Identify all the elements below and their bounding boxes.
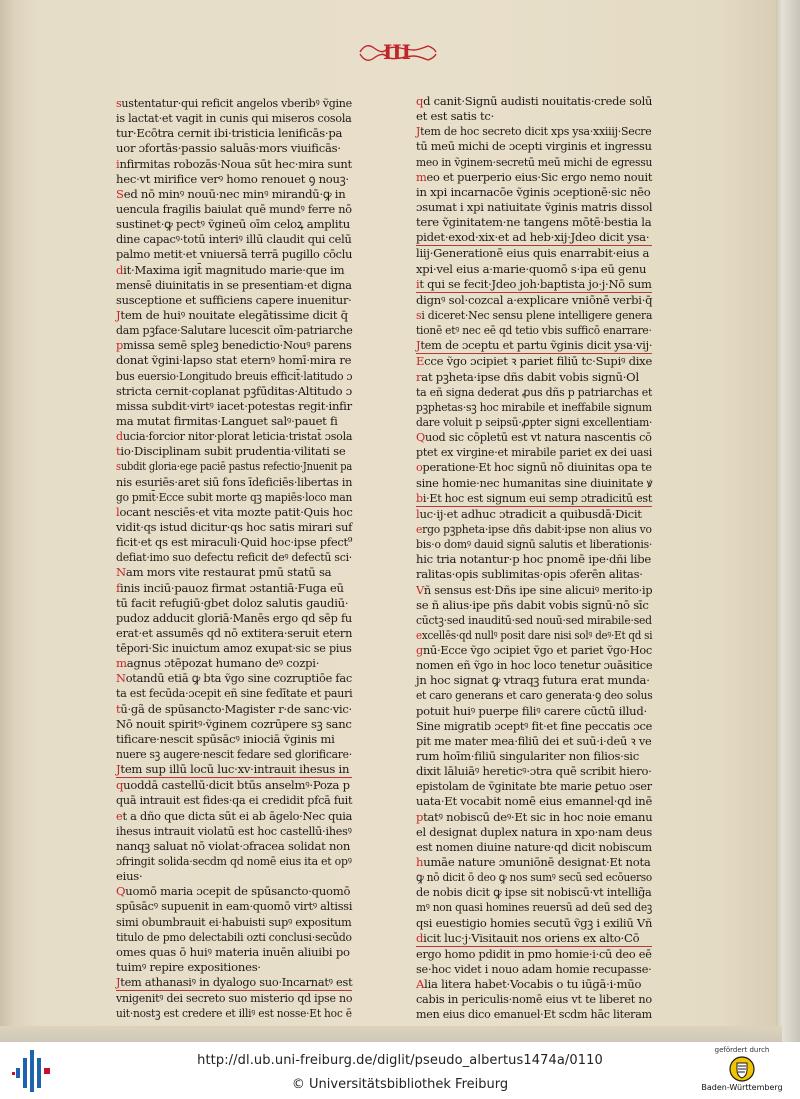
rubricated-initial: q [116,778,124,793]
text-line [416,430,652,445]
text-line: uor ɔfortās·passio saluās·mors viuificās· [116,141,341,156]
line-text: io·Disciplinam subit prudentia·vilitati se [120,444,346,459]
line-text: ū·gã de spūsancto·Magister r·de sanc·vic· [120,701,352,716]
line-text: tem de ɔceptu et partu ṽginis dicit ysa·vij· [420,338,653,353]
text-line [416,94,652,109]
text-line: dignꝰ sol·cozcal a·explicare vniōnē verbi·q̄ [416,292,653,307]
text-line: jn hoc signat ꝙ vtraqꝫ futura erat munda· [416,673,650,688]
line-text: tem athanasiꝰ in dyalogo suo·Incarnatꝰ est [120,975,353,990]
text-line [416,810,652,825]
rubricated-initial: f [116,580,121,595]
rubricated-initial: J [116,307,121,322]
line-text: cce ṽgo ɔcipiet ꝛ pariet filiū tc·Supiꝰ dixe [424,354,653,369]
rubricated-initial: i [416,276,420,291]
text-line: uata·Et vocabit nomē eius emannel·qd inē [416,794,653,809]
text-line: xpi·vel eius a·marie·quomō s·ipa eū genu [416,261,647,276]
text-line: ta est fecūda·ɔcepit eñ sine fedītate et pauri [116,686,353,701]
line-text: lia litera habet·Vocabis o tu iūgā·i·mūo [424,977,642,992]
line-text: ñ sensus est·Dñs ipe sine alicuiꝰ merito·ip [423,582,653,597]
rubricated-initial: s [116,96,122,110]
rubricated-initial: i [116,156,120,171]
rubricated-initial: t [116,701,121,716]
rubricated-initial: h [416,855,424,870]
text-line: ergo homo pdidit in pmo homie·i·cū deo eē [416,946,652,961]
text-line: nanqꝫ saluat nō violat·ɔfracea solidat non [116,838,351,853]
text-line: ɔfringit solida·secdm qd nomē eius ita et opꝰ [116,854,352,869]
text-line [416,338,652,354]
text-line: rum hoīm·filiū singulariter non filios·sic [416,749,639,764]
text-line: tionē etꝰ nec eē qd tetio vbis sufficō enarrare· [416,323,652,338]
text-line: ptet ex virgine·et mirabile pariet ex dei uasi [416,445,653,460]
text-line [416,628,652,643]
line-text: uomō maria ɔcepit de spūsancto·quomō [125,884,351,899]
text-line [116,459,352,474]
rubricated-initial: q [416,94,424,108]
line-text: t qui se fecit·Jdeo joh·baptista jo·j·Nō sum [419,276,652,291]
text-line: se·hoc videt i nouo adam homie recupasse· [416,962,652,977]
text-line: susceptione et sufficiens capere inuenitur· [116,292,352,307]
text-line [116,157,352,172]
text-line [116,671,352,686]
text-line: tur·Ecōtra cernit ibi·tristicia lenificās·pa [116,126,343,141]
text-line: eius· [116,869,143,884]
text-line [416,124,652,139]
text-line: Sine migratib ɔceptꝰ fit·et fine peccatis ɔce [416,718,653,733]
rubricated-initial: g [416,643,423,658]
line-text: inis inciū·pauoz firmat ɔstantiā·Fuga eū [120,580,344,595]
text-line [116,702,352,717]
text-line: dine capacꝰ·totū interiꝰ illū claudit qui celū [116,232,352,247]
text-column-left [116,96,352,1022]
line-text: i diceret·Nec sensu plene intelligere genera [421,307,653,322]
text-line [416,460,652,475]
rubricated-initial: d [116,429,123,444]
line-text: otandū etiā ꝙ bta ṽgo sine cozruptiōe fac [125,671,353,686]
text-line: hic tria notantur·p hoc pnomē ipe·dñi libe [416,552,651,567]
text-line: nuere sꝫ augere·nescit fedare sed glorificare· [116,747,352,762]
text-line: et caro generans et caro generata·ꝯ deo solus [416,688,653,703]
text-line [116,429,352,444]
page-bottom-edge [0,1026,782,1042]
sponsor-badge[interactable] [694,1046,790,1096]
rubricated-initial: b [416,490,423,505]
text-line: in xpi incarnacōe ṽginis ɔceptionē·sic nēo [416,184,651,199]
rubricated-initial: N [116,565,126,580]
text-line: ꝙ nō dicit ō deo ꝙ nos sumꝰ secū sed ecōuerso [416,870,653,885]
text-line: pꝫphetas·sꝫ hoc mirabile et ineffabile signum [416,399,652,414]
text-line: dam pꝫface·Salutare lucescit oīm·patriarche [116,323,353,338]
rubricated-initial: J [416,124,421,139]
text-line [416,855,652,870]
baden-wuerttemberg-seal-icon [729,1056,755,1082]
rubricated-initial: S [116,186,124,201]
text-line: meo in ṽginem·secretū meū michi de egressu [416,154,653,169]
line-text: tem de huiꝰ nouitate elegātissime dicit q̄ [120,307,348,322]
line-text: nfirmitas robozās·Noua sūt hec·mira sunt [119,156,352,171]
line-text: t a dño que dicta sūt ei ab āgelo·Nec quia [122,808,353,823]
text-line: tere ṽginitatem·ne tangens mōtē·bestia la [416,215,652,230]
sponsor-name: Baden-Württemberg [701,1083,783,1092]
text-line: se ñ alius·ipe pñs dabit vobis signū·nō sīc [416,597,649,612]
line-text: d canit·Signū audisti nouitatis·crede solū [423,94,653,108]
line-text: ed nō minꝰ nouū·nec minꝰ mirandū·ꝙ in [123,186,346,201]
document-url[interactable]: http://dl.ub.uni-freiburg.de/diglit/pseudo_albertus1474a/0110 [197,1053,603,1068]
rubricated-initial: l [416,506,420,521]
text-line: vidit·qs istud dicitur·qs hoc satis mirari suf [116,519,353,534]
text-line: el designat duplex natura in xpo·nam deus [416,824,653,839]
rubricated-initial: d [116,262,124,277]
text-line [416,977,652,992]
text-line: men eius dico emanuel·Et scdm hāc literam [416,1007,652,1022]
line-text: umāe nature ɔmuniōnē designat·Et nota [423,855,651,870]
text-line: ficit·et qs est miraculi·Quid hoc·ipse pfect⁹ [116,535,353,550]
rubricated-initial: s [116,459,121,474]
line-text: it·Maxima igit̄ magnitudo marie·que im [123,262,345,277]
text-line: tū facit refugiū·gbet doloz salutis gaudiū· [116,595,349,610]
folio-numeral: III [382,40,412,64]
text-line: pidet·exod·xix·et ad heb·xij·Jdeo dicit ysa· [416,230,652,246]
line-text: icit luc·j·Visitauit nos oriens ex alto·Cō [423,930,640,945]
text-line: tēpori·Sic inuictum amoz exupat·sic se pius [116,641,352,656]
text-line: spūsācꝰ supuenit in eam·quomō virtꝰ altissi [116,899,353,914]
text-line [116,187,352,202]
text-line [416,583,652,598]
line-text: nū·Ecce ṽgo ɔcipiet ṽgo et pariet ṽgo·Hoc [422,643,653,658]
text-line [416,931,652,947]
text-line: ihesus intrauit violatū est hoc castellū·ihesꝰ [116,823,352,838]
copyright-notice: © Universitätsbibliothek Freiburg [291,1077,509,1092]
text-line: quā intrauit est fides·qa ei credidit pfcā fuit [116,793,353,808]
text-line [116,884,352,899]
rubricated-initial: Q [116,884,126,899]
line-text: tatꝰ nobiscū deꝰ·Et sic in hoc noie emanu [423,809,653,824]
text-line: qsi euestigio homies secutū ṽgꝫ i exiliū Vñ [416,915,653,930]
text-line [116,581,352,596]
text-line: cabis in periculis·nomē eius vt te liberet no [416,992,652,1007]
text-column-right [416,94,652,1023]
rubricated-initial: l [116,504,120,519]
text-line [116,308,352,323]
line-text: at pꝫheta·ipse dñs dabit vobis signū·Ol [421,369,639,384]
rubricated-initial: J [416,338,421,353]
line-text: ubdit gloria·ege paciē pastus refectio·Jnuenit pa [120,459,353,474]
folio-number [356,38,438,66]
line-text: am mors vite restaurat pmū statū sa [125,565,332,580]
rubricated-initial: m [416,169,427,184]
text-line [116,809,352,824]
text-line [116,96,352,111]
text-line: cūctꝫ·sed inauditū·sed nouū·sed mirabile·sed [416,612,652,627]
text-line: vnigenitꝰ dei secreto suo misterio qd ipse no [116,991,353,1006]
text-line: liij·Generationē eius quis enarrabit·eius a [416,246,650,261]
rubricated-initial: e [416,627,422,642]
line-text: agnus ɔtēpozat humano deꝰ cozpi· [126,656,320,671]
text-line [416,277,652,293]
text-line: donat ṽgini·lapso stat eternꝰ homī·mira re [116,353,352,368]
rubricated-initial: o [416,460,423,475]
page-edge [776,0,800,1042]
text-line: uencula fragilis baiulat quē mundꝰ ferre nō [116,201,352,216]
text-line: omes quas ō huiꝰ materia inuēn aliuibi po [116,944,350,959]
text-line [116,263,352,278]
text-line: missa subdit·virtꝰ iacet·potestas regit·infir [116,398,352,413]
rubricated-initial: e [416,521,423,536]
text-line: de nobis dicit ꝙ ipse sit nobiscū·vt intellig̃a [416,885,652,900]
text-line [116,778,352,793]
text-line: ta eñ signa dederat ꝓus dñs p patriarchas et [416,384,653,399]
text-line: ralitas·opis sublimitas·opis ɔferēn alitas· [416,567,643,582]
rubricated-initial: V [416,582,424,597]
rubricated-initial: d [416,930,424,945]
line-text: uoddā castellū·dicit btūs anselmꝰ·Poza p [123,778,350,793]
text-line: bis·o domꝰ dauid signū salutis et liberationis· [416,537,653,552]
rubricated-initial: s [416,307,422,322]
text-line: mensē diuinitatis in se presentiam·et digna [116,277,352,292]
text-line: sine homie·nec humanitas sine diuinitate ꝟ [416,475,653,490]
text-line: Nō nouit spiritꝰ·ṽginem cozrūpere sꝫ sanc [116,716,352,731]
rubricated-initial: J [116,975,121,990]
text-line [416,354,652,369]
line-text: ocant nesciēs·et vita mozte patit·Quis hoc [119,504,353,519]
text-line [416,643,652,658]
line-text: i·Et hoc est signum eui semp ɔtradicitū est [422,490,653,505]
line-text: peratione·Et hoc signū nō diuinitas opa te [422,460,652,475]
rubricated-initial: A [416,977,425,992]
text-line: nomen eñ ṽgo in hoc loco tenetur ɔuāsitice [416,658,653,673]
text-line: uit·nostꝫ est credere et illiꝰ est nosse·Et hoc ē [116,1006,352,1021]
sponsor-caption: gefördert durch [714,1046,770,1054]
text-line: et est satis tc· [416,109,495,124]
text-line: est nomen diuine nature·qd dicit nobiscum [416,839,652,854]
text-line [116,975,352,991]
text-line: defiat·imo suo defectu reficit deꝰ defectū sci· [116,550,353,565]
rubricated-initial: p [116,338,124,353]
text-line [116,762,352,778]
text-line: simi obumbrauit ei·habuisti supꝰ expositum [116,914,352,929]
rubricated-initial: m [116,656,127,671]
text-line: titulo de pmo delectabili ozti conclusi·secūdo [116,929,352,944]
text-line [416,507,652,522]
text-line: pit me mater mea·filiū dei et suū·i·deū ꝛ ve [416,733,652,748]
text-line: nis esuriēs·aret siū fons īdeficiēs·libertas in [116,474,353,489]
text-line: erat·et assumēs qd nō extitera·seruit etern [116,625,353,640]
text-line: tificare·nescit spūsācꝰ iniociā ṽginis mi [116,731,335,746]
text-line: epistolam de ṽginitate bte marie ꝑetuo ɔser [416,779,652,794]
rubricated-initial: r [416,369,422,384]
rubricated-initial: J [116,762,121,777]
text-line: palmo metit·et vniuersā terrā pugillo cōclu [116,247,353,262]
text-line [116,338,352,353]
text-line [416,370,652,385]
text-line: bus euersio·Longitudo breuis efficit̄·latitudo ɔ [116,368,353,383]
text-line [116,656,352,671]
text-line: mꝰ non quasi homines reuersū ad deū sed deꝫ [416,900,653,915]
text-line: go pmit̄·Ecce subit morte qꝫ mapiēs·loco man [116,489,353,504]
text-line: sustinet·ꝙ pectꝰ ṽgineū oīm celoꝝ amplitu [116,217,350,232]
line-text: eo et puerperio eius·Sic ergo nemo nouit [426,169,653,184]
text-line [416,170,652,185]
text-line: ma mutat firmitas·Languet salꝰ·pauet fi [116,413,338,428]
line-text: ustentatur·qui reficit angelos vberibꝰ ṽgine [121,96,352,110]
text-line [416,308,652,323]
text-line: dixit lāluiāꝰ hereticꝰ·ɔtra quē scribit hiero· [416,764,652,779]
text-line [116,565,352,580]
line-text: uod sic cōpletū est vt natura nascentis cō [424,430,652,445]
line-text: xcellēs·qd nullꝰ posit dare nisi solꝰ deꝰ·Et qd si [421,627,653,642]
rubricated-initial: Q [416,430,425,445]
line-text: missa semē spleꝫ benedictio·Nouꝰ parens [123,338,352,353]
text-line [416,491,652,507]
text-line: stricta cernit·coplanat pꝫfūditas·Altitudo ɔ [116,383,352,398]
rubricated-initial: N [116,671,126,686]
line-text: tem de hoc secreto dicit xps ysa·xxiiij·Secre [420,124,652,139]
rubricated-initial: t [116,444,121,459]
text-line: tuimꝰ repire expositiones· [116,960,261,975]
rubricated-initial: e [116,808,123,823]
text-line: hec·vt mirifice verꝰ homo renouet ꝯ nouꝫ· [116,171,349,186]
text-line: potuit huiꝰ puerpe filiꝰ carere cūctū illud· [416,703,647,718]
text-line: tū meū michi de ɔcepti virginis et ingressu [416,139,652,154]
text-line: dare voluit p seipsū·ꝓpter signi excellentiam· [416,414,653,429]
text-line [116,505,352,520]
line-text: rgo pꝫpheta·ipse dñs dabit·ipse non alius vo [422,521,652,536]
text-line [416,522,652,537]
text-line: is lactat·et vagit in cunis qui miseros cosola [116,111,352,126]
rubricated-initial: p [416,809,424,824]
line-text: ucia·forcior nitor·plorat leticia·tristat̄ ɔsola [122,429,353,444]
line-text: tem sup illū locū luc·xv·intrauit ihesus in [120,762,350,777]
text-line: ɔsumat i xpi natiuitate ṽginis matris dissol [416,199,653,214]
rubricated-initial: E [416,354,425,369]
line-text: uc·ij·et adhuc ɔtradicit a quibusdā·Dicit [419,506,642,521]
text-line: pudoz adducit gloriā·Manēs ergo qd sēp fu [116,610,352,625]
text-line [116,444,352,459]
